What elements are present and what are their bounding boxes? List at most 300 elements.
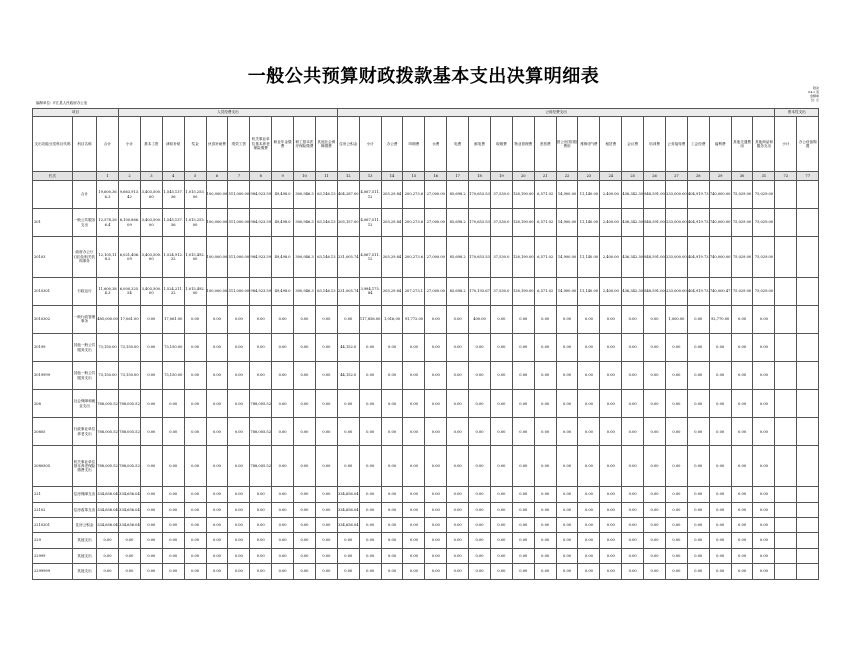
- column-header: 印刷费: [403, 117, 425, 172]
- row-value: 73,150.00: [97, 334, 119, 362]
- row-value: 0.00: [469, 334, 491, 362]
- column-number: 24: [600, 172, 622, 181]
- row-value: 740,000.00: [709, 209, 731, 237]
- row-value: 0.00: [294, 305, 316, 333]
- form-note-3: 金额单: [809, 94, 819, 98]
- row-value: 63,146.13: [315, 237, 337, 278]
- row-value: 0.00: [534, 548, 556, 563]
- row-value: 0.00: [556, 362, 578, 390]
- column-header: 小计: [359, 117, 381, 172]
- row-value: 0.00: [381, 446, 403, 487]
- row-value: 0.00: [250, 334, 272, 362]
- row-value: 0.00: [425, 334, 447, 362]
- row-value: [797, 334, 819, 362]
- row-value: 0.00: [644, 390, 666, 418]
- row-value: 75,029.00: [753, 277, 775, 305]
- column-header: 物业管理费: [512, 117, 534, 172]
- row-value: 73,150.00: [162, 362, 184, 390]
- row-value: 2,400.00: [600, 209, 622, 237]
- row-value: 11,140.00: [578, 209, 600, 237]
- row-value: 0.00: [162, 487, 184, 502]
- row-value: 0.00: [665, 548, 687, 563]
- row-value: 0.00: [534, 334, 556, 362]
- row-value: 0.00: [644, 305, 666, 333]
- row-code: 22102: [33, 502, 73, 517]
- row-value: 0.00: [381, 334, 403, 362]
- row-value: 0.00: [359, 564, 381, 580]
- row-value: 0.00: [731, 517, 753, 532]
- row-value: 1,015,492.00: [184, 277, 206, 305]
- row-value: 0.00: [534, 502, 556, 517]
- row-value: 788,005.52: [250, 390, 272, 418]
- row-value: 0.00: [534, 533, 556, 548]
- row-value: 233,000.00: [665, 237, 687, 278]
- row-value: 0.00: [447, 564, 469, 580]
- row-value: 0.00: [359, 446, 381, 487]
- row-value: 0.00: [140, 390, 162, 418]
- row-value: 0.00: [556, 487, 578, 502]
- row-value: 0.00: [162, 564, 184, 580]
- column-number: 3: [140, 172, 162, 181]
- row-value: 170,653.53: [469, 181, 491, 209]
- row-value: 1,524,912.32: [162, 237, 184, 278]
- row-value: 0.00: [644, 517, 666, 532]
- row-value: 0.00: [403, 390, 425, 418]
- row-value: 0.00: [272, 487, 294, 502]
- row-value: 0.00: [687, 305, 709, 333]
- table-row: [33, 305, 819, 333]
- row-code: 2299999: [33, 564, 73, 580]
- row-value: 0.00: [294, 334, 316, 362]
- row-value: 0.00: [644, 502, 666, 517]
- row-value: 0.00: [753, 390, 775, 418]
- row-value: 0.00: [403, 502, 425, 517]
- row-value: 0.00: [469, 533, 491, 548]
- column-number: 18: [469, 172, 491, 181]
- row-value: 848,591.00: [644, 237, 666, 278]
- row-value: 19,600,366.3: [97, 181, 119, 209]
- row-value: 0.00: [644, 362, 666, 390]
- row-value: 404,287.00: [337, 181, 359, 209]
- row-value: [775, 362, 797, 390]
- row-value: 0.00: [753, 446, 775, 487]
- row-value: 0.00: [381, 517, 403, 532]
- group-header-cell: 公用经费支出: [337, 109, 775, 117]
- row-value: 0.00: [162, 418, 184, 446]
- row-value: 0.00: [490, 446, 512, 487]
- row-value: 0.00: [140, 305, 162, 333]
- row-value: 0.00: [206, 305, 228, 333]
- row-value: 0.00: [250, 548, 272, 563]
- row-value: 0.00: [162, 533, 184, 548]
- row-value: 0.00: [534, 305, 556, 333]
- row-value: 0.00: [600, 362, 622, 390]
- row-code: [33, 181, 73, 209]
- row-value: 0.00: [359, 334, 381, 362]
- row-value: 49,498.0: [272, 237, 294, 278]
- row-value: 75,029.00: [753, 209, 775, 237]
- table-row: [33, 446, 819, 487]
- row-value: 0.00: [337, 418, 359, 446]
- row-value: 404,919.73: [687, 277, 709, 305]
- row-value: 788,005.52: [97, 418, 119, 446]
- column-header: 小计: [775, 117, 797, 172]
- row-value: 788,005.52: [119, 446, 141, 487]
- row-value: 0.00: [359, 533, 381, 548]
- row-code: 20199: [33, 334, 73, 362]
- row-value: [775, 305, 797, 333]
- row-value: 0.00: [228, 533, 250, 548]
- row-value: 6,021,406.09: [119, 237, 141, 278]
- row-value: 0.00: [709, 362, 731, 390]
- row-code: 22999: [33, 548, 73, 563]
- column-number: 13: [359, 172, 381, 181]
- row-value: 1,016,00: [381, 305, 403, 333]
- row-value: 0.00: [687, 517, 709, 532]
- row-value: 0.00: [622, 446, 644, 487]
- row-value: 0.00: [644, 548, 666, 563]
- row-value: [775, 390, 797, 418]
- row-value: 49,498.0: [272, 181, 294, 209]
- column-header-row: [33, 117, 819, 172]
- row-name: 其他一般公共服务支出: [73, 334, 97, 362]
- row-value: 0.00: [687, 564, 709, 580]
- row-value: 200,273.6: [403, 181, 425, 209]
- row-name: 政府办公厅(室)及相关机构事务: [73, 237, 97, 278]
- row-value: 0.00: [97, 564, 119, 580]
- row-value: 0.00: [140, 502, 162, 517]
- column-header: 住房公积金: [337, 117, 359, 172]
- row-value: 0.00: [381, 548, 403, 563]
- row-value: 0.00: [753, 334, 775, 362]
- column-header: 会议费: [622, 117, 644, 172]
- row-value: 0.00: [272, 564, 294, 580]
- row-value: 334,656.04: [337, 487, 359, 502]
- row-value: 0.00: [578, 487, 600, 502]
- row-value: 0.00: [687, 502, 709, 517]
- row-value: 0.00: [556, 502, 578, 517]
- row-value: 0.00: [184, 334, 206, 362]
- row-value: 848,591.00: [644, 209, 666, 237]
- row-value: 0.00: [359, 362, 381, 390]
- row-value: 0.00: [206, 502, 228, 517]
- row-value: 334,656.04: [97, 517, 119, 532]
- row-value: 848,591.00: [644, 277, 666, 305]
- column-header: 其他交通费用: [731, 117, 753, 172]
- row-value: 0.00: [447, 362, 469, 390]
- row-value: 0.00: [709, 548, 731, 563]
- row-value: [775, 487, 797, 502]
- row-value: 170,653.53: [469, 237, 491, 278]
- row-value: 0.00: [315, 564, 337, 580]
- column-number: 30: [731, 172, 753, 181]
- row-value: 0.00: [119, 548, 141, 563]
- row-value: 0.00: [250, 362, 272, 390]
- column-number: 19: [490, 172, 512, 181]
- row-value: 0.00: [425, 487, 447, 502]
- row-value: 0.00: [600, 390, 622, 418]
- row-value: 0.00: [294, 564, 316, 580]
- row-value: 984,923.59: [250, 181, 272, 209]
- row-value: 0.00: [490, 533, 512, 548]
- row-value: 0.00: [425, 502, 447, 517]
- row-value: 0.00: [359, 487, 381, 502]
- row-value: 0.00: [315, 533, 337, 548]
- row-value: 0.00: [469, 548, 491, 563]
- row-value: 0.00: [490, 487, 512, 502]
- row-value: 0.00: [337, 446, 359, 487]
- row-value: 2,400.00: [600, 181, 622, 209]
- row-value: 0.00: [272, 390, 294, 418]
- row-value: 200,273.6: [403, 209, 425, 237]
- row-code: 208: [33, 390, 73, 418]
- row-value: 0.00: [731, 334, 753, 362]
- column-header: 培训费: [644, 117, 666, 172]
- row-value: 91,772.00: [403, 305, 425, 333]
- row-value: 0.00: [206, 548, 228, 563]
- row-value: [797, 548, 819, 563]
- column-header: 差旅费: [534, 117, 556, 172]
- row-value: 0.00: [315, 418, 337, 446]
- row-value: 984,923.59: [250, 209, 272, 237]
- row-value: 100,000.00: [206, 209, 228, 237]
- row-value: 0.00: [381, 533, 403, 548]
- row-value: 0.00: [709, 390, 731, 418]
- row-value: [797, 390, 819, 418]
- row-value: 0.00: [272, 334, 294, 362]
- row-value: 0.00: [162, 517, 184, 532]
- column-number: 9: [272, 172, 294, 181]
- row-value: 511,000.00: [228, 181, 250, 209]
- row-value: 0.00: [731, 564, 753, 580]
- row-value: 0.00: [315, 548, 337, 563]
- table-body: [33, 181, 819, 580]
- row-value: 0.00: [447, 517, 469, 532]
- table-row: [33, 209, 819, 237]
- row-value: 0.00: [425, 564, 447, 580]
- column-number: 15: [403, 172, 425, 181]
- row-name: 社会保障和就业支出: [73, 390, 97, 418]
- row-value: 0.00: [578, 533, 600, 548]
- row-value: 788,005.52: [119, 418, 141, 446]
- column-header: 办公费: [381, 117, 403, 172]
- row-value: 0.00: [731, 548, 753, 563]
- row-value: 0.00: [294, 548, 316, 563]
- row-value: 73,150.00: [97, 362, 119, 390]
- row-value: 6,100,866.09: [119, 209, 141, 237]
- row-value: 0.00: [644, 533, 666, 548]
- row-value: 788,005.52: [119, 390, 141, 418]
- row-value: 233,000.00: [665, 277, 687, 305]
- row-value: 0.00: [490, 305, 512, 333]
- table-row: [33, 533, 819, 548]
- row-value: 0.00: [469, 390, 491, 418]
- row-value: 3,403,500.00: [140, 237, 162, 278]
- row-value: 100,000.00: [206, 237, 228, 278]
- row-value: 3,403,500.00: [140, 181, 162, 209]
- row-value: 0.00: [753, 564, 775, 580]
- row-value: 0.00: [556, 548, 578, 563]
- row-value: 0.00: [512, 362, 534, 390]
- row-value: 0.00: [425, 548, 447, 563]
- row-name: 机关事业单位基本养老保险缴费支出: [73, 446, 97, 487]
- column-header: 基本工资: [140, 117, 162, 172]
- row-code: 20103: [33, 237, 73, 278]
- row-name: 其他支出: [73, 564, 97, 580]
- row-value: 0.00: [140, 548, 162, 563]
- column-number: 2: [119, 172, 141, 181]
- row-value: 0.00: [622, 390, 644, 418]
- form-note-1: 附决: [812, 86, 819, 90]
- row-value: 1,015,492.00: [184, 237, 206, 278]
- row-value: 0.00: [272, 502, 294, 517]
- row-value: 0.00: [753, 305, 775, 333]
- row-value: 0.00: [490, 502, 512, 517]
- row-value: [797, 446, 819, 487]
- row-value: 0.00: [315, 517, 337, 532]
- row-value: 0.00: [665, 334, 687, 362]
- row-value: 0.00: [600, 418, 622, 446]
- row-value: 0.00: [709, 502, 731, 517]
- row-value: 27,000.00: [425, 209, 447, 237]
- column-number: 26: [644, 172, 666, 181]
- row-value: 0.00: [512, 502, 534, 517]
- row-name: 行政事业单位养老支出: [73, 418, 97, 446]
- table-row: [33, 362, 819, 390]
- row-value: 0.00: [490, 418, 512, 446]
- row-value: 0.00: [337, 305, 359, 333]
- row-value: 0.00: [250, 502, 272, 517]
- row-value: 0.00: [622, 533, 644, 548]
- row-value: 0.00: [184, 533, 206, 548]
- row-name: 一般公共服务支出: [73, 209, 97, 237]
- row-value: 0.00: [206, 564, 228, 580]
- row-code: 229: [33, 533, 73, 548]
- table-row: [33, 517, 819, 532]
- row-value: 0.00: [206, 418, 228, 446]
- row-code: 2210201: [33, 517, 73, 532]
- row-value: 0.00: [140, 533, 162, 548]
- row-value: 0.00: [600, 517, 622, 532]
- row-value: 0.00: [97, 533, 119, 548]
- row-value: 0.00: [665, 487, 687, 502]
- row-value: 0.00: [490, 548, 512, 563]
- row-value: 0.00: [665, 564, 687, 580]
- row-value: 0.00: [644, 418, 666, 446]
- column-number: 8: [250, 172, 272, 181]
- row-value: 0.00: [425, 305, 447, 333]
- row-value: 0.00: [709, 517, 731, 532]
- row-value: 0.00: [294, 362, 316, 390]
- row-value: 300,946.3: [294, 237, 316, 278]
- row-value: [797, 502, 819, 517]
- table-row: [33, 277, 819, 305]
- row-value: 0.00: [687, 548, 709, 563]
- row-value: 2,400.00: [600, 237, 622, 278]
- row-value: 0.00: [731, 390, 753, 418]
- column-number: 6: [206, 172, 228, 181]
- row-value: [775, 418, 797, 446]
- row-value: 73,150.00: [119, 334, 141, 362]
- row-value: 0.00: [294, 390, 316, 418]
- row-code: 221: [33, 487, 73, 502]
- row-value: 0.00: [469, 517, 491, 532]
- row-value: 848,591.00: [644, 181, 666, 209]
- row-value: 0.00: [709, 564, 731, 580]
- row-value: 0.00: [381, 564, 403, 580]
- row-value: 0.00: [250, 564, 272, 580]
- row-value: 0.00: [687, 362, 709, 390]
- row-value: 0.00: [731, 418, 753, 446]
- row-value: 0.00: [512, 334, 534, 362]
- row-value: 0.00: [447, 390, 469, 418]
- row-value: 0.00: [184, 548, 206, 563]
- row-value: 11,600,384.3: [97, 277, 119, 305]
- row-value: 100,000.00: [206, 277, 228, 305]
- row-value: 0.00: [228, 487, 250, 502]
- row-value: 511,000.00: [228, 277, 250, 305]
- row-value: 0.00: [534, 390, 556, 418]
- row-value: 0.00: [709, 334, 731, 362]
- row-value: 0.00: [600, 533, 622, 548]
- table-row: [33, 390, 819, 418]
- column-number: 21: [534, 172, 556, 181]
- row-value: 0.00: [447, 533, 469, 548]
- row-value: 0.00: [490, 517, 512, 532]
- row-value: 0.00: [731, 533, 753, 548]
- row-value: 49,498.0: [272, 209, 294, 237]
- row-value: 75,029.00: [731, 237, 753, 278]
- row-value: 0.00: [381, 390, 403, 418]
- row-value: 0.00: [315, 446, 337, 487]
- row-value: 0.00: [228, 446, 250, 487]
- column-header: 其他社会保障缴费: [315, 117, 337, 172]
- row-code: 2080505: [33, 446, 73, 487]
- row-value: [775, 181, 797, 209]
- row-value: 0.00: [512, 390, 534, 418]
- column-number: 7: [228, 172, 250, 181]
- row-value: 0.00: [119, 533, 141, 548]
- row-value: 63,146.13: [315, 181, 337, 209]
- row-value: 6,571.02: [534, 237, 556, 278]
- row-value: 334,656.04: [119, 517, 141, 532]
- row-value: 984,923.59: [250, 237, 272, 278]
- row-value: 205,29.84: [381, 237, 403, 278]
- row-name: 行政运行: [73, 277, 97, 305]
- row-value: [775, 209, 797, 237]
- row-value: 6,000,325.54: [119, 277, 141, 305]
- row-value: 0.00: [381, 362, 403, 390]
- row-value: 0.00: [600, 334, 622, 362]
- row-value: 17,061.00: [119, 305, 141, 333]
- row-value: 85,698.2: [447, 181, 469, 209]
- column-header: 租赁费: [600, 117, 622, 172]
- row-value: 0.00: [644, 334, 666, 362]
- column-header: 科目名称: [73, 117, 97, 172]
- row-value: 0.00: [184, 446, 206, 487]
- column-header: 福利费: [709, 117, 731, 172]
- row-value: 436,342.30: [622, 277, 644, 305]
- row-value: [775, 277, 797, 305]
- row-value: 0.00: [644, 446, 666, 487]
- row-value: 0.00: [556, 334, 578, 362]
- row-value: 128,190.00: [512, 181, 534, 209]
- row-value: 4,067,511.12: [359, 237, 381, 278]
- row-value: 788,005.52: [250, 418, 272, 446]
- row-value: 0.00: [622, 362, 644, 390]
- row-value: 0.00: [512, 517, 534, 532]
- row-value: 0.00: [403, 446, 425, 487]
